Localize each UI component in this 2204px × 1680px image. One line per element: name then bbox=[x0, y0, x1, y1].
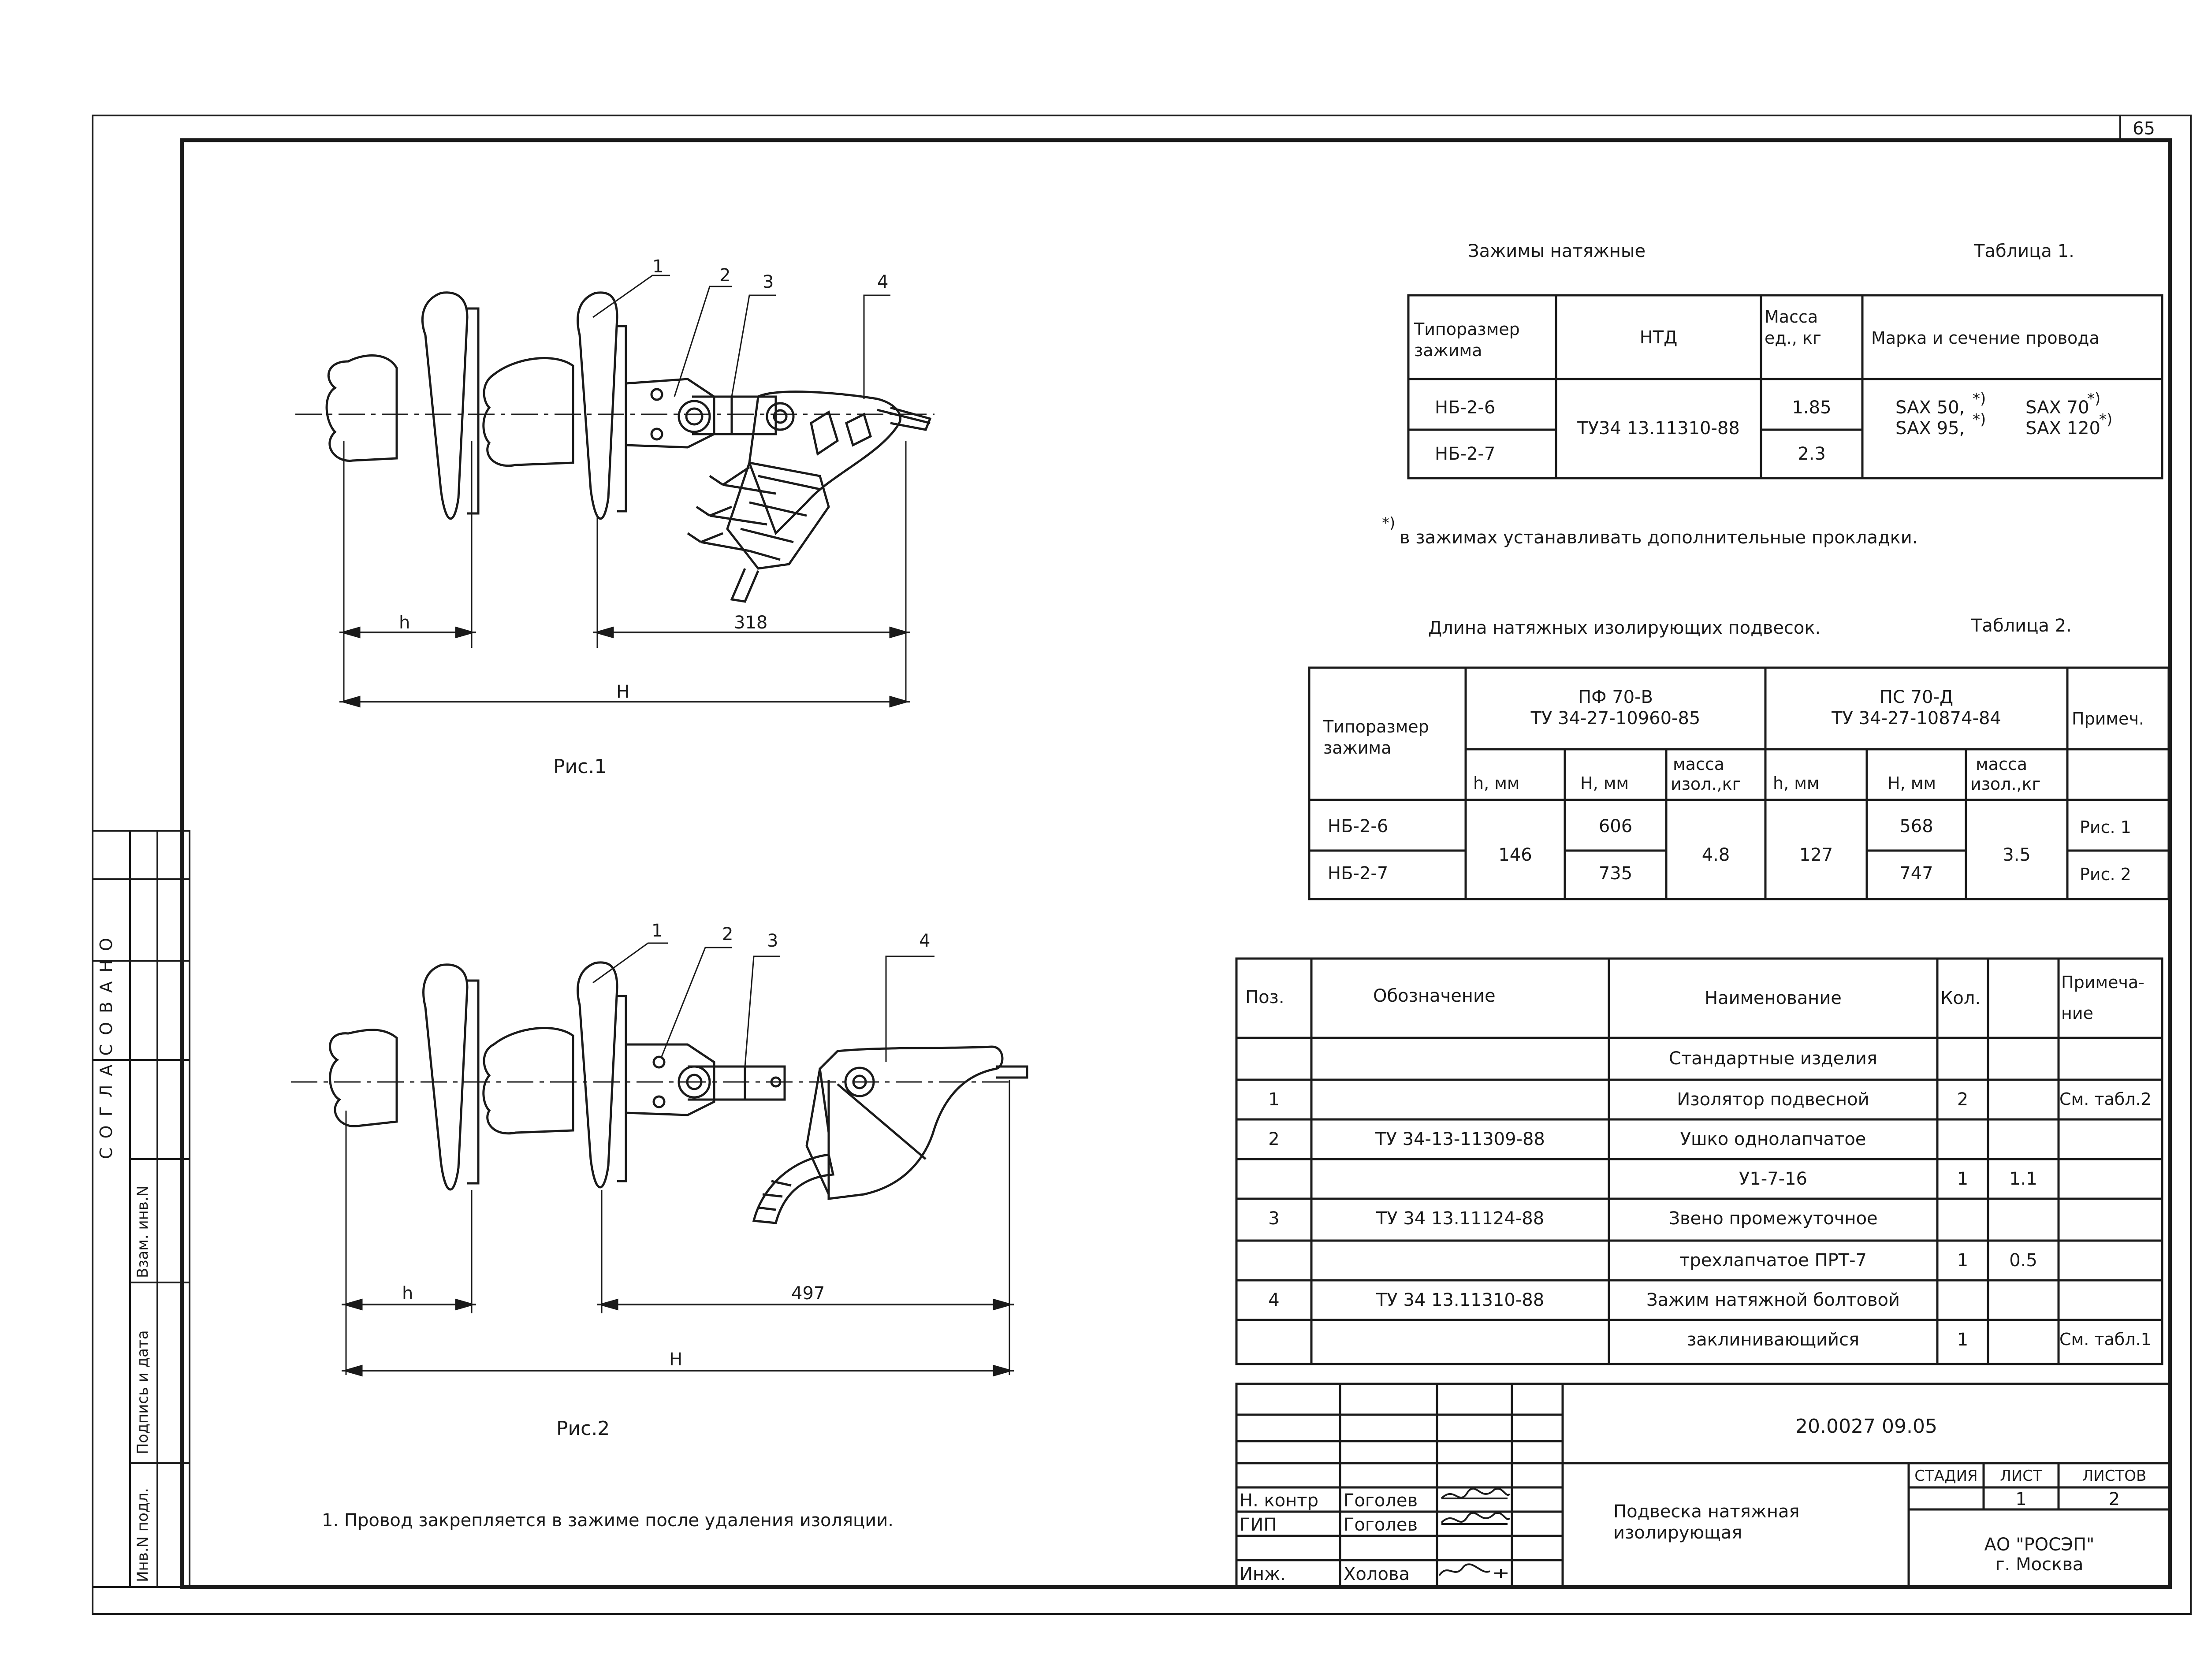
sheets-header: ЛИСТОВ bbox=[2082, 1467, 2147, 1485]
spec-cell-name: трехлапчатое ПРТ-7 bbox=[1679, 1250, 1867, 1271]
installation-note: 1. Провод закрепляется в зажиме после удаления изоляции. bbox=[322, 1510, 894, 1531]
table2-h-note: Примеч. bbox=[2072, 709, 2144, 728]
spec-cell-name: Стандартные изделия bbox=[1669, 1048, 1877, 1069]
title-line1: Подвеска натяжная bbox=[1613, 1502, 1800, 1522]
spec-cell-pos: 3 bbox=[1268, 1208, 1280, 1229]
table2-g2-line2: ТУ 34-27-10874-84 bbox=[1832, 708, 2001, 728]
sheet-header: ЛИСТ bbox=[2000, 1467, 2042, 1485]
fig1-dim-H: H bbox=[616, 682, 630, 702]
fig1-dim-h: h bbox=[399, 613, 410, 633]
organization-line1: АО "РОСЭП" bbox=[1984, 1535, 2095, 1555]
table1-star-c: *) bbox=[1973, 411, 1986, 428]
spec-h-designation: Обозначение bbox=[1373, 986, 1496, 1006]
sheets-value: 2 bbox=[2108, 1489, 2120, 1509]
spec-h-note-1: Примеча- bbox=[2061, 973, 2144, 992]
table2-row1-type: НБ-2-6 bbox=[1328, 816, 1389, 836]
fig1-dim-318: 318 bbox=[734, 613, 768, 633]
role-4-name: Холова bbox=[1344, 1564, 1410, 1584]
fig1-callout-4: 4 bbox=[877, 272, 889, 292]
table2-h-mass1-1: масса bbox=[1673, 755, 1725, 774]
table1-h-mass-2: ед., кг bbox=[1765, 328, 1821, 348]
table1-star-d: *) bbox=[2099, 411, 2113, 428]
spec-cell-qty: 1 bbox=[1957, 1330, 1969, 1350]
table2-h-mass2-1: масса bbox=[1976, 755, 2028, 774]
table1-star-a: *) bbox=[1973, 390, 1986, 408]
table1-footnote: в зажимах устанавливать дополнительные прокладки. bbox=[1400, 528, 1918, 548]
table2-h-mass1-2: изол.,кг bbox=[1671, 774, 1741, 794]
table2-h-h1: h, мм bbox=[1473, 773, 1520, 793]
spec-cell-pos: 4 bbox=[1268, 1290, 1280, 1310]
table2-h-mass2-2: изол.,кг bbox=[1970, 774, 2041, 794]
table2-row1-H1: 606 bbox=[1598, 816, 1633, 836]
spec-cell-pos: 1 bbox=[1268, 1089, 1280, 1110]
table1-title: Зажимы натяжные bbox=[1468, 241, 1646, 261]
spec-cell-mass: 1.1 bbox=[2009, 1169, 2037, 1189]
table2-mass2-value: 3.5 bbox=[2003, 845, 2031, 865]
table2-h-H2: Н, мм bbox=[1888, 773, 1936, 793]
fig1-callout-1: 1 bbox=[652, 256, 664, 277]
table1-h-mass-1: Масса bbox=[1765, 307, 1818, 327]
table1-ntd: ТУ34 13.11310-88 bbox=[1577, 418, 1740, 439]
table2-row1-H2: 568 bbox=[1899, 816, 1933, 836]
table1-h-type-2: зажима bbox=[1414, 341, 1482, 360]
spec-cell-qty: 1 bbox=[1957, 1169, 1969, 1189]
table1-wire-d: SAX 120 bbox=[2025, 418, 2100, 439]
table1-wire-c: SAX 95, bbox=[1895, 418, 1965, 439]
table2-label: Таблица 2. bbox=[1971, 616, 2072, 636]
title-line2: изолирующая bbox=[1613, 1523, 1742, 1543]
table2-row2-note: Рис. 2 bbox=[2080, 865, 2131, 884]
table2-title: Длина натяжных изолирующих подвесок. bbox=[1428, 618, 1821, 638]
stamp-agreed: С О Г Л А С О В А Н О bbox=[97, 936, 116, 1159]
table2-g1-line1: ПФ 70-В bbox=[1578, 687, 1653, 707]
spec-cell-name: Изолятор подвесной bbox=[1677, 1089, 1869, 1110]
table1-row2-type: НБ-2-7 bbox=[1435, 444, 1496, 464]
fig2-callout-2: 2 bbox=[722, 924, 733, 944]
organization-line2: г. Москва bbox=[1995, 1554, 2084, 1575]
sheet-value: 1 bbox=[2015, 1489, 2027, 1509]
spec-cell-pos: 2 bbox=[1268, 1129, 1280, 1149]
fig1-callout-3: 3 bbox=[763, 272, 774, 292]
spec-h-pos: Поз. bbox=[1245, 987, 1284, 1007]
table2-g1-line2: ТУ 34-27-10960-85 bbox=[1530, 708, 1701, 728]
fig2-callout-1: 1 bbox=[652, 921, 663, 941]
fig2-caption: Рис.2 bbox=[556, 1417, 610, 1440]
table2-row1-note: Рис. 1 bbox=[2080, 818, 2131, 837]
table2-h-H1: Н, мм bbox=[1580, 773, 1629, 793]
table1-h-type-1: Типоразмер bbox=[1414, 320, 1520, 339]
page-number: 65 bbox=[2133, 119, 2155, 139]
spec-cell-mass: 0.5 bbox=[2009, 1250, 2037, 1271]
fig1-caption: Рис.1 bbox=[553, 755, 607, 778]
table1-h-ntd: НТД bbox=[1639, 327, 1678, 348]
table2-row2-H2: 747 bbox=[1899, 863, 1933, 884]
role-2: ГИП bbox=[1240, 1515, 1277, 1535]
table2-g2-line1: ПС 70-Д bbox=[1879, 687, 1954, 707]
stamp-original-inv: Инв.N подл. bbox=[134, 1488, 152, 1582]
figure1-drawing bbox=[295, 272, 934, 706]
table1-row1-type: НБ-2-6 bbox=[1435, 398, 1496, 418]
fig2-callout-4: 4 bbox=[919, 931, 931, 951]
role-2-name: Гоголев bbox=[1344, 1515, 1418, 1535]
table2-h-type-1: Типоразмер bbox=[1323, 717, 1429, 736]
spec-cell-qty: 1 bbox=[1957, 1250, 1969, 1271]
role-4: Инж. bbox=[1240, 1564, 1286, 1584]
figure2-drawing bbox=[291, 943, 1027, 1375]
role-1: Н. контр bbox=[1240, 1490, 1318, 1511]
fig2-dim-497: 497 bbox=[791, 1283, 825, 1304]
table2-h1-value: 146 bbox=[1498, 845, 1532, 865]
spec-cell-note: См. табл.2 bbox=[2059, 1089, 2152, 1109]
spec-cell-note: См. табл.1 bbox=[2059, 1330, 2152, 1349]
spec-cell-designation: ТУ 34-13-11309-88 bbox=[1375, 1129, 1545, 1149]
table1-wire-a: SAX 50, bbox=[1895, 398, 1965, 418]
spec-h-name: Наименование bbox=[1705, 988, 1842, 1008]
table1-wire-b: SAX 70 bbox=[2025, 398, 2089, 418]
stage-header: СТАДИЯ bbox=[1914, 1467, 1978, 1485]
spec-cell-name: Звено промежуточное bbox=[1668, 1208, 1878, 1229]
spec-cell-name: Зажим натяжной болтовой bbox=[1646, 1290, 1900, 1310]
drawing-code: 20.0027 09.05 bbox=[1795, 1415, 1937, 1438]
spec-cell-name: У1-7-16 bbox=[1739, 1169, 1808, 1189]
stamp-replacement-inv: Взам. инв.N bbox=[134, 1185, 152, 1278]
spec-cell-designation: ТУ 34 13.11310-88 bbox=[1376, 1290, 1545, 1310]
table2-row2-type: НБ-2-7 bbox=[1328, 863, 1389, 884]
stamp-signature-date: Подпись и дата bbox=[134, 1330, 152, 1454]
table2-h2-value: 127 bbox=[1799, 845, 1833, 865]
spec-cell-qty: 2 bbox=[1957, 1089, 1969, 1110]
table1-row1-mass: 1.85 bbox=[1792, 398, 1832, 418]
role-1-name: Гоголев bbox=[1344, 1490, 1418, 1511]
table1-h-wire: Марка и сечение провода bbox=[1871, 328, 2100, 348]
table2-h-type-2: зажима bbox=[1323, 738, 1392, 758]
spec-cell-name: Ушко однолапчатое bbox=[1680, 1129, 1866, 1149]
spec-cell-name: заклинивающийся bbox=[1687, 1330, 1860, 1350]
fig2-dim-H: H bbox=[669, 1349, 683, 1370]
fig2-callout-3: 3 bbox=[767, 931, 778, 951]
spec-h-note-2: ние bbox=[2061, 1004, 2093, 1023]
table1-row2-mass: 2.3 bbox=[1798, 444, 1826, 464]
table2-mass1-value: 4.8 bbox=[1701, 845, 1730, 865]
table2-h-h2: h, мм bbox=[1773, 773, 1820, 793]
spec-h-qty: Кол. bbox=[1940, 988, 1981, 1008]
table1-label: Таблица 1. bbox=[1974, 241, 2074, 261]
table1-star-b: *) bbox=[2087, 390, 2101, 408]
spec-cell-designation: ТУ 34 13.11124-88 bbox=[1376, 1208, 1545, 1229]
fig1-callout-2: 2 bbox=[719, 265, 731, 286]
fig2-dim-h: h bbox=[402, 1283, 413, 1304]
table1-footnote-mark: *) bbox=[1382, 514, 1396, 532]
signature-images bbox=[1439, 1489, 1510, 1578]
table2-row2-H1: 735 bbox=[1598, 863, 1633, 884]
